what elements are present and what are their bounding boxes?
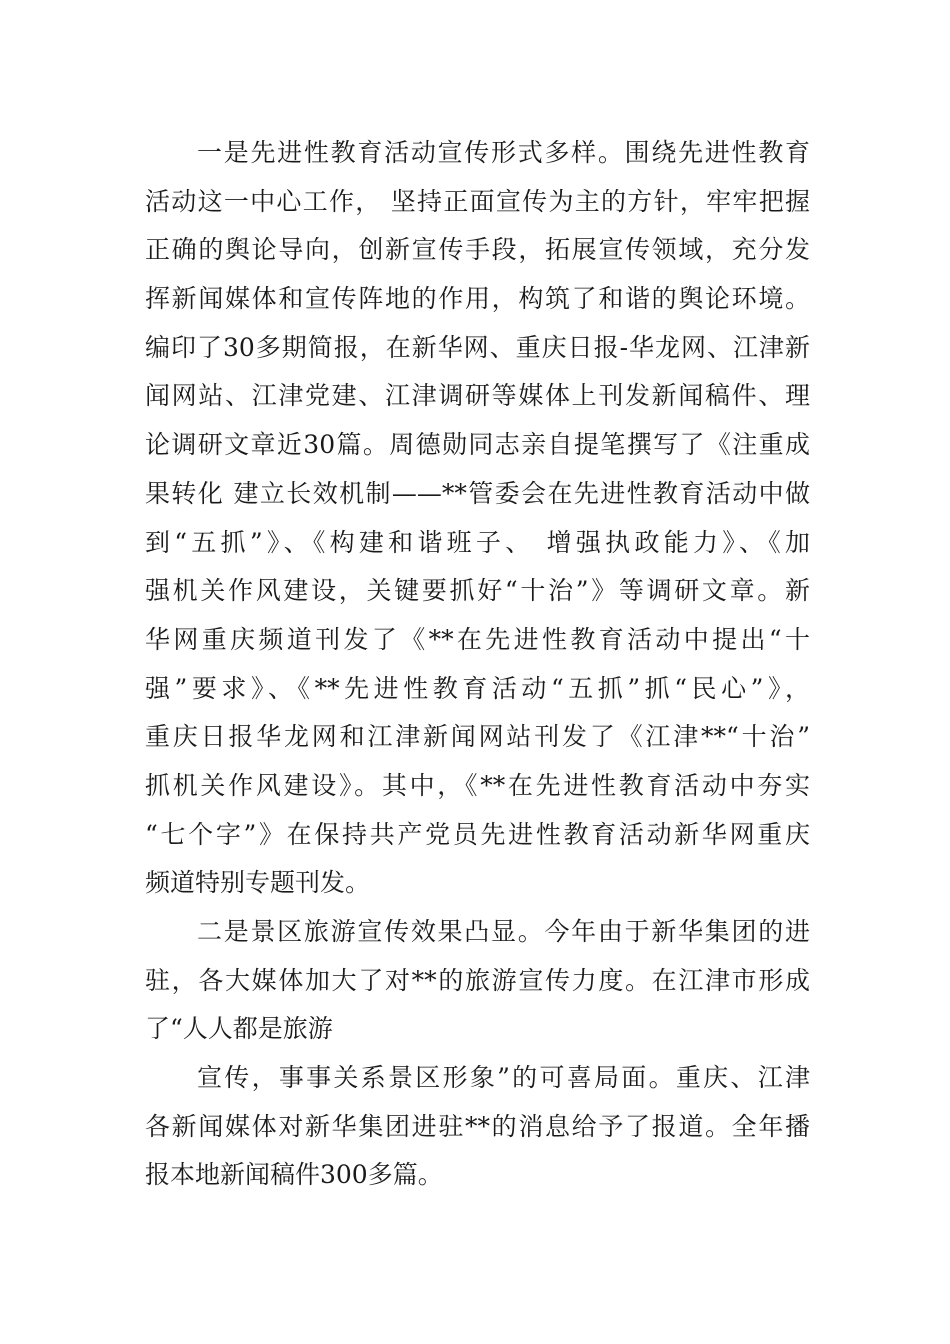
paragraph-3-line-1: 宣传，事事关系景区形象”的可喜局面。重庆、江津 (197, 1063, 810, 1093)
paragraph-1-line-11: 华网重庆频道刊发了《**在先进性教育活动中提出“十 (145, 624, 810, 654)
paragraph-1-line-1: 一是先进性教育活动宣传形式多样。围绕先进性教育 (197, 138, 810, 167)
paragraph-3-line-2: 各新闻媒体对新华集团进驻**的消息给予了报道。全年播 (145, 1111, 810, 1141)
paragraph-1-line-5: 编印了30多期简报，在新华网、重庆日报-华龙网、江津新 (145, 332, 810, 362)
paragraph-1-line-9: 到“五抓”》、《构建和谐班子、 增强执政能力》、《加 (145, 527, 810, 557)
paragraph-2-line-1: 二是景区旅游宣传效果凸显。今年由于新华集团的进 (197, 917, 810, 946)
paragraph-2-line-3: 了“人人都是旅游 (145, 1014, 333, 1044)
paragraph-1-line-16: 频道特别专题刊发。 (145, 868, 371, 898)
paragraph-1-line-15: “七个字”》在保持共产党员先进性教育活动新华网重庆 (145, 819, 810, 849)
paragraph-1-line-8: 果转化 建立长效机制——**管委会在先进性教育活动中做 (145, 478, 810, 508)
paragraph-1-line-7: 论调研文章近30篇。周德勋同志亲自提笔撰写了《注重成 (145, 430, 810, 460)
paragraph-1-line-6: 闻网站、江津党建、江津调研等媒体上刊发新闻稿件、理 (145, 381, 810, 411)
paragraph-2-line-2: 驻，各大媒体加大了对**的旅游宣传力度。在江津市形成 (145, 965, 810, 995)
paragraph-1-line-12: 强”要求》、《**先进性教育活动“五抓”抓“民心”》， (145, 673, 810, 703)
body-text (145, 129, 810, 1200)
paragraph-1-line-3: 正确的舆论导向，创新宣传手段，拓展宣传领域，充分发 (145, 235, 810, 265)
paragraph-1-line-13: 重庆日报华龙网和江津新闻网站刊发了《江津**“十治” (145, 722, 810, 752)
paragraph-1-line-2: 活动这一中心工作， 坚持正面宣传为主的方针，牢牢把握 (145, 186, 810, 216)
paragraph-1-line-14: 抓机关作风建设》。其中，《**在先进性教育活动中夯实 (145, 770, 810, 800)
paragraph-1-line-4: 挥新闻媒体和宣传阵地的作用，构筑了和谐的舆论环境。 (145, 284, 810, 314)
paragraph-1-line-10: 强机关作风建设，关键要抓好“十治”》等调研文章。新 (145, 576, 810, 606)
paragraph-3-line-3: 报本地新闻稿件300多篇。 (145, 1160, 443, 1190)
